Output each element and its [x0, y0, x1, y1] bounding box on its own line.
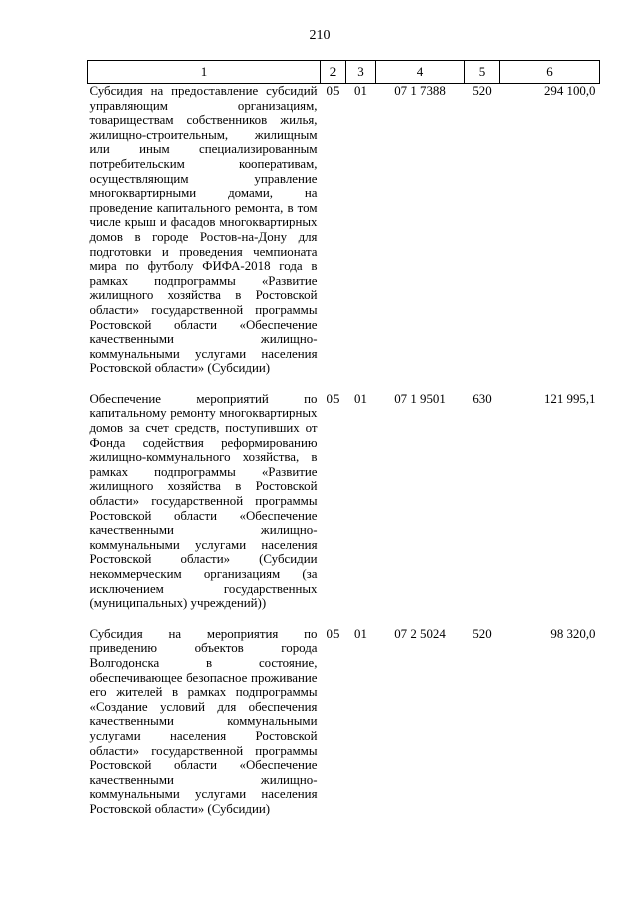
row-description: Обеспечение мероприятий по капитальному ремонту многоквартирных домов за счет средств, поступивших от Фонда содействия реформированию жилищно-коммунального хозяйства, в рамках подпрограммы «Развитие жилищного хозяйства в Ростовской области» государственной программы Ростовской области «Обеспечение качественными жилищно-коммунальными услугами населения Ростовской области» (Субсидии некоммерческим организациям (за исключением государственных (муниципальных) учреждений))	[89, 391, 318, 611]
row-expense-type: 630	[472, 391, 492, 406]
header-col-1: 1	[88, 61, 321, 84]
header-col-6: 6	[500, 61, 600, 84]
row-section: 05	[326, 391, 340, 406]
row-amount: 294 100,0	[543, 84, 596, 98]
row-subsection: 01	[354, 391, 367, 406]
row-amount: 121 995,1	[543, 391, 596, 406]
page-number: 210	[309, 28, 331, 43]
row-expense-type: 520	[472, 626, 492, 641]
row-section: 05	[326, 626, 340, 641]
table-row	[88, 392, 600, 627]
table-header-row	[88, 61, 600, 84]
table-row	[88, 84, 600, 392]
budget-table	[87, 60, 600, 833]
header-col-3: 3	[346, 61, 376, 84]
row-subsection: 01	[354, 84, 367, 98]
row-description: Субсидия на предоставление субсидий управляющим организациям, товариществам собственников жилья, жилищно-строительным, жилищным или иным специализированным потребительским кооперативам, осуществляющим управление многоквартирными домами, на проведение капитального ремонта, в том числе крыш и фасадов многоквартирных домов в городе Ростов-на-Дону для подготовки и проведения чемпионата мира по футболу ФИФА-2018 года в рамках подпрограммы «Развитие жилищного хозяйства в Ростовской области» государственной программы Ростовской области «Обеспечение качественными жилищно-коммунальными услугами населения Ростовской области» (Субсидии)	[89, 84, 318, 376]
row-subsection: 01	[354, 626, 367, 641]
row-description: Субсидия на мероприятия по приведению объектов города Волгодонска в состояние, обеспечивающее безопасное проживание его жителей в рамках подпрограммы «Создание условий для обеспечения качественными коммунальными услугами населения Ростовской области» государственной программы Ростовской области «Обеспечение качественными жилищно-коммунальными услугами населения Ростовской области» (Субсидии)	[89, 626, 318, 816]
row-target-article: 07 1 9501	[394, 391, 446, 406]
row-section: 05	[326, 84, 340, 98]
row-target-article: 07 2 5024	[394, 626, 446, 641]
table-row	[88, 627, 600, 833]
header-col-5: 5	[465, 61, 500, 84]
row-expense-type: 520	[472, 84, 492, 98]
header-col-4: 4	[376, 61, 465, 84]
row-amount: 98 320,0	[550, 626, 596, 641]
header-col-2: 2	[321, 61, 346, 84]
row-target-article: 07 1 7388	[394, 84, 446, 98]
